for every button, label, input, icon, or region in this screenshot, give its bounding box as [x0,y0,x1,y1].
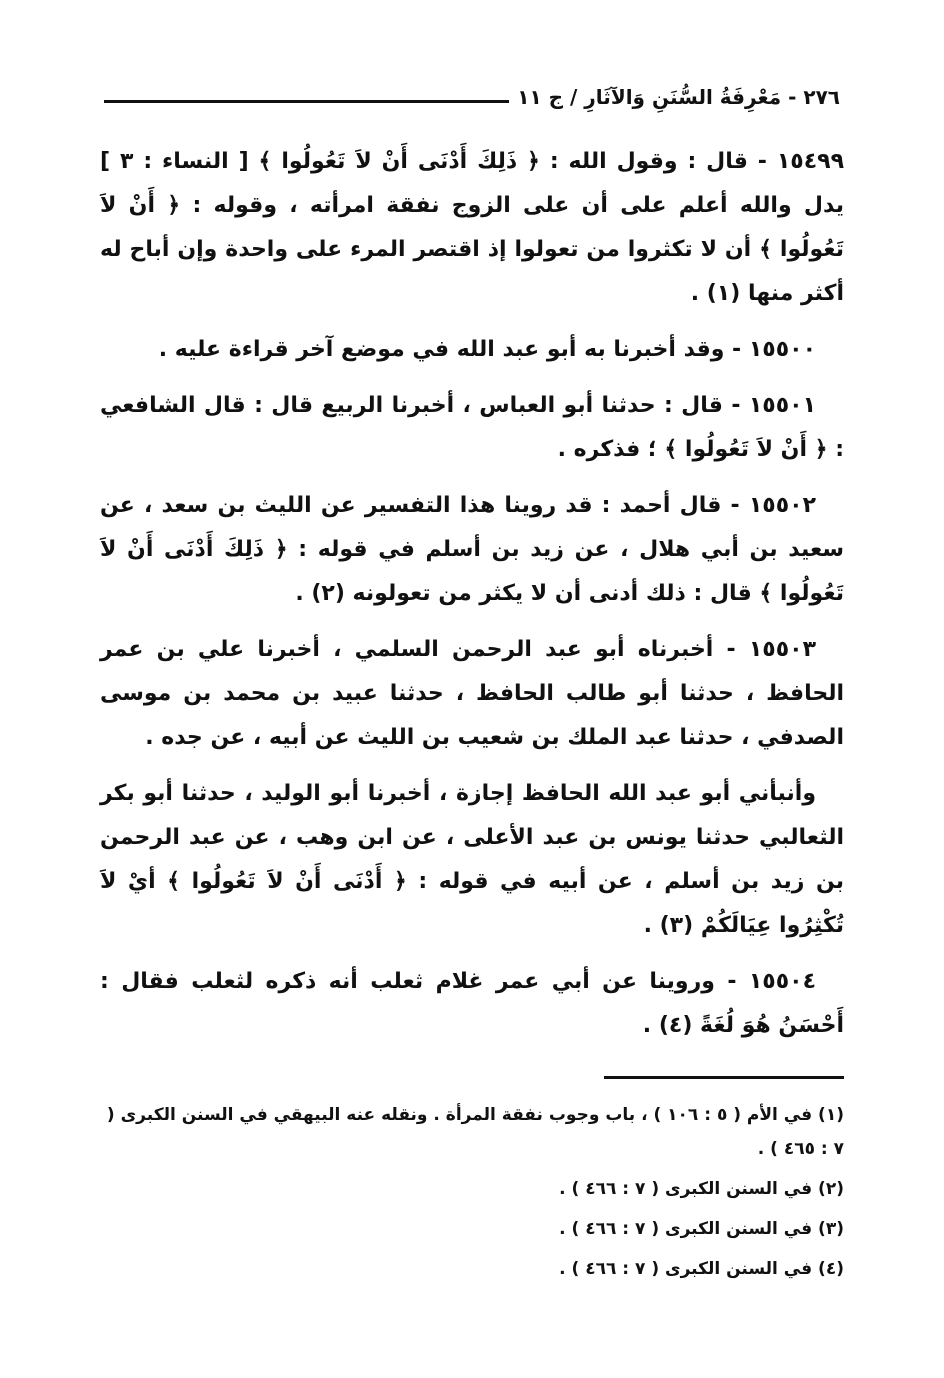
paragraph-chain-continuation: وأنبأني أبو عبد الله الحافظ إجازة ، أخبرنا أبو الوليد ، حدثنا أبو بكر الثعالبي حدثنا يونس بن عبد الأعلى ، عن ابن وهب ، عن عبد الرحمن بن زيد بن أسلم ، عن أبيه في قوله : ﴿ أَدْنَى أَنْ لاَ تَعُولُوا ﴾ أيْ لاَ تُكْثِرُوا عِيَالَكُمْ (٣) . [100,781,844,938]
footnote-4: (٤) في السنن الكبرى ( ٧ : ٤٦٦ ) . [559,1259,844,1279]
paragraph-15500: ١٥٥٠٠ - وقد أخبرنا به أبو عبد الله في موضع آخر قراءة عليه . [158,337,816,362]
paragraph-15499: ١٥٤٩٩ - قال : وقول الله : ﴿ ذَلِكَ أَدْنَى أَنْ لاَ تَعُولُوا ﴾ [ النساء : ٣ ] يدل والله أعلم على أن على الزوج نفقة امرأته ، وقوله : ﴿ أَنْ لاَ تَعُولُوا ﴾ أن لا تكثروا من تعولوا إذ اقتصر المرء على واحدة وإن أباح له أكثر منها (١) . [100,149,844,306]
paragraph-15501: ١٥٥٠١ - قال : حدثنا أبو العباس ، أخبرنا الربيع قال : قال الشافعي : ﴿ أَنْ لاَ تَعُولُوا ﴾ ؛ فذكره . [100,393,844,462]
footnote-1: (١) في الأم ( ٥ : ١٠٦ ) ، باب وجوب نفقة المرأة . ونقله عنه البيهقي في السنن الكبرى ( ٧ : ٤٦٥ ) . [106,1105,844,1159]
main-text [100,140,844,1060]
header-title: ٢٧٦ - مَعْرِفَةُ السُّنَنِ وَالآثَارِ / ج ١١ [517,85,840,109]
footnote-3: (٣) في السنن الكبرى ( ٧ : ٤٦٦ ) . [559,1219,844,1239]
footnote-separator [604,1076,844,1079]
paragraph-15504: ١٥٥٠٤ - وروينا عن أبي عمر غلام ثعلب أنه ذكره لثعلب فقال : أَحْسَنُ هُوَ لُغَةً (٤) . [100,969,844,1038]
paragraph-15503: ١٥٥٠٣ - أخبرناه أبو عبد الرحمن السلمي ، أخبرنا علي بن عمر الحافظ ، حدثنا أبو طالب الحافظ ، حدثنا عبيد بن محمد بن موسى الصدفي ، حدثنا عبد الملك بن شعيب بن الليث عن أبيه ، عن جده . [100,637,844,750]
footnotes [100,1098,844,1286]
header-rule [104,100,509,103]
paragraph-15502: ١٥٥٠٢ - قال أحمد : قد روينا هذا التفسير عن الليث بن سعد ، عن سعيد بن أبي هلال ، عن زيد بن أسلم في قوله : ﴿ ذَلِكَ أَدْنَى أَنْ لاَ تَعُولُوا ﴾ قال : ذلك أدنى أن لا يكثر من تعولونه (٢) . [100,493,844,606]
running-header [104,82,840,112]
footnote-2: (٢) في السنن الكبرى ( ٧ : ٤٦٦ ) . [559,1179,844,1199]
